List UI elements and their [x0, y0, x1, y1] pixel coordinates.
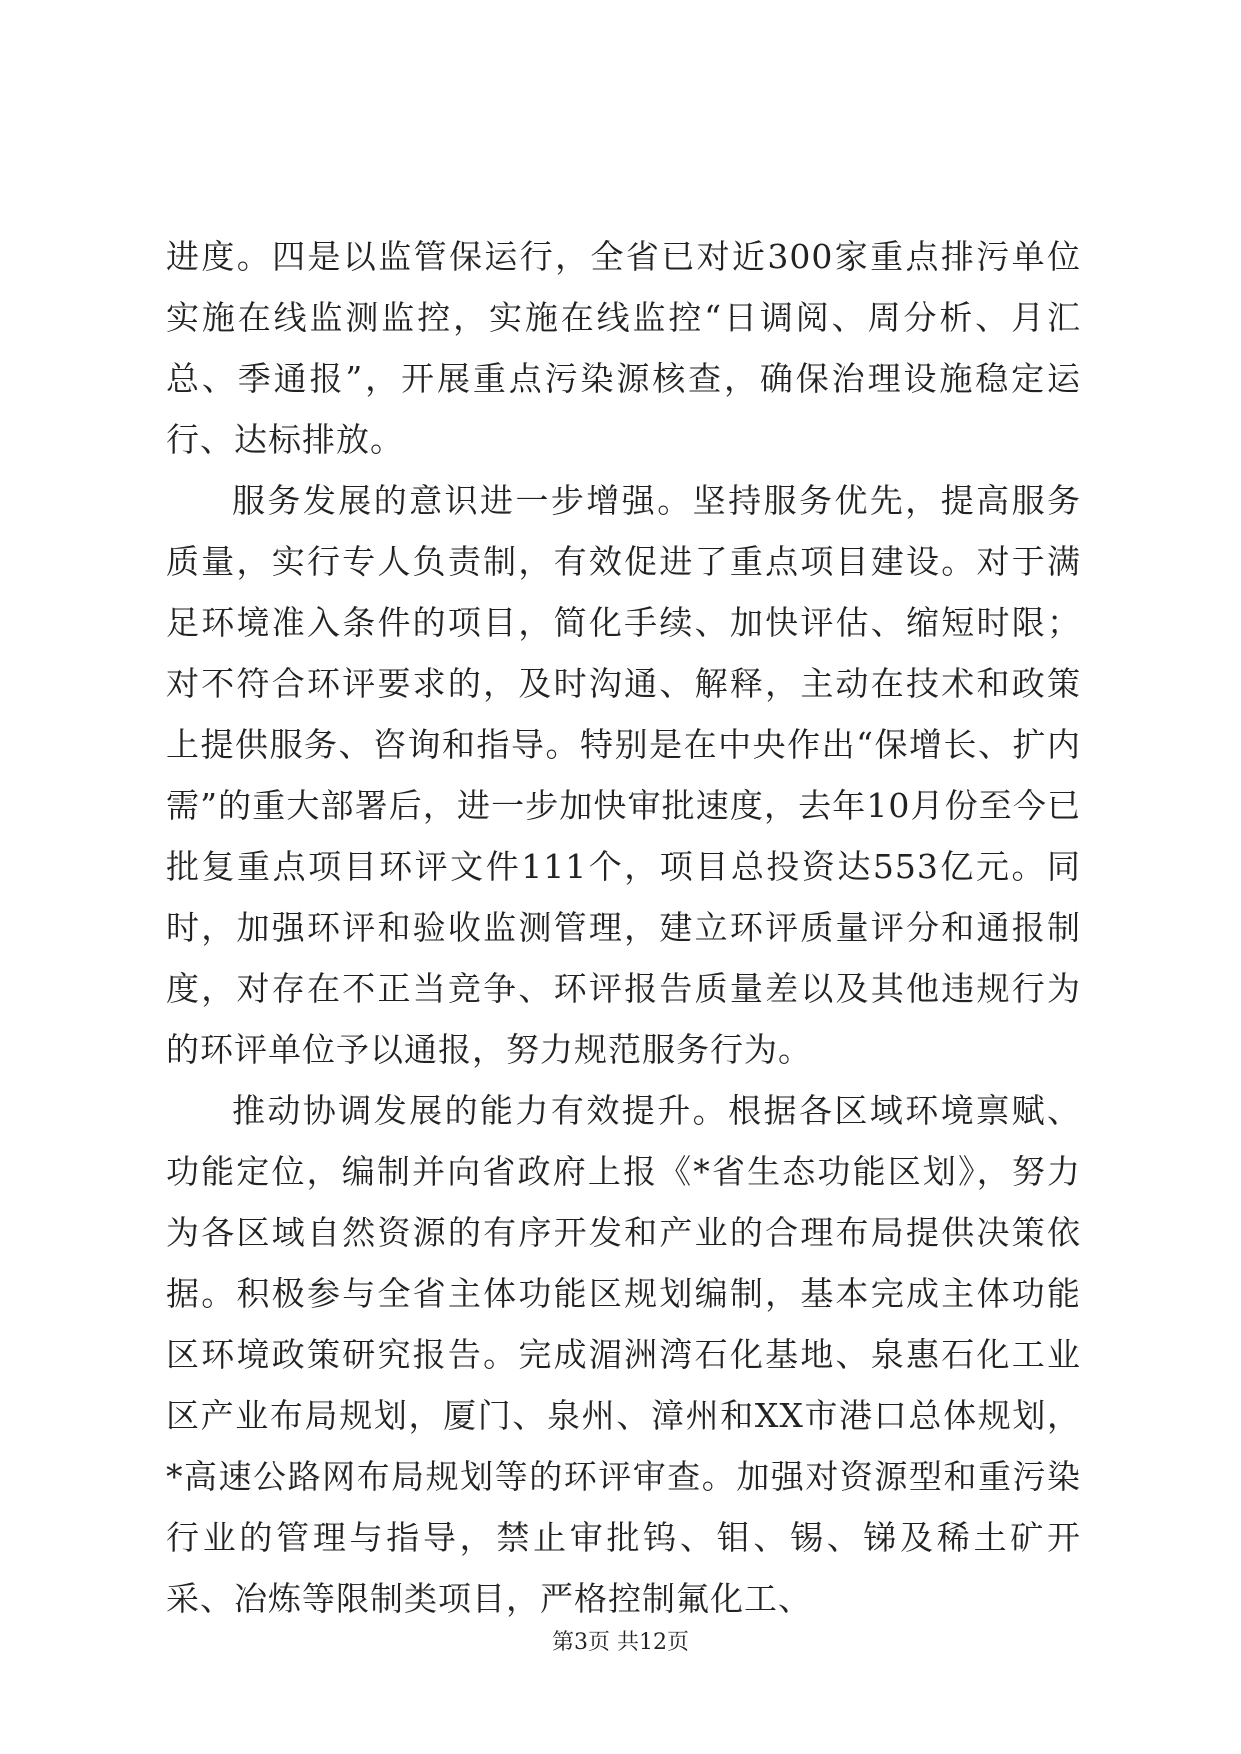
page-number-footer: 第3页 共12页 — [552, 1630, 689, 1655]
document-body — [166, 226, 1081, 1629]
paragraph-coordinated-development: 推动协调发展的能力有效提升。根据各区域环境禀赋、功能定位，编制并向省政府上报《*省生态功能区划》，努力为各区域自然资源的有序开发和产业的合理布局提供决策依据。积极参与全省主体功能区规划编制，基本完成主体功能区环境政策研究报告。完成湄洲湾石化基地、泉惠石化工业区产业布局规划，厦门、泉州、漳州和XX市港口总体规划，*高速公路网布局规划等的环评审查。加强对资源型和重污染行业的管理与指导，禁止审批钨、钼、锡、锑及稀土矿开采、冶炼等限制类项目，严格控制氟化工、 — [166, 1091, 1081, 1618]
paragraph-service-development: 服务发展的意识进一步增强。坚持服务优先，提高服务质量，实行专人负责制，有效促进了重点项目建设。对于满足环境准入条件的项目，简化手续、加快评估、缩短时限；对不符合环评要求的，及时沟通、解释，主动在技术和政策上提供服务、咨询和指导。特别是在中央作出“保增长、扩内需”的重大部署后，进一步加快审批速度，去年10月份至今已批复重点项目环评文件111个，项目总投资达553亿元。同时，加强环评和验收监测管理，建立环评质量评分和通报制度，对存在不正当竞争、环评报告质量差以及其他违规行为的环评单位予以通报，努力规范服务行为。 — [166, 481, 1081, 1069]
paragraph-continuation: 进度。四是以监管保运行，全省已对近300家重点排污单位实施在线监测监控，实施在线监控“日调阅、周分析、月汇总、季通报”，开展重点污染源核查，确保治理设施稳定运行、达标排放。 — [166, 237, 1081, 459]
